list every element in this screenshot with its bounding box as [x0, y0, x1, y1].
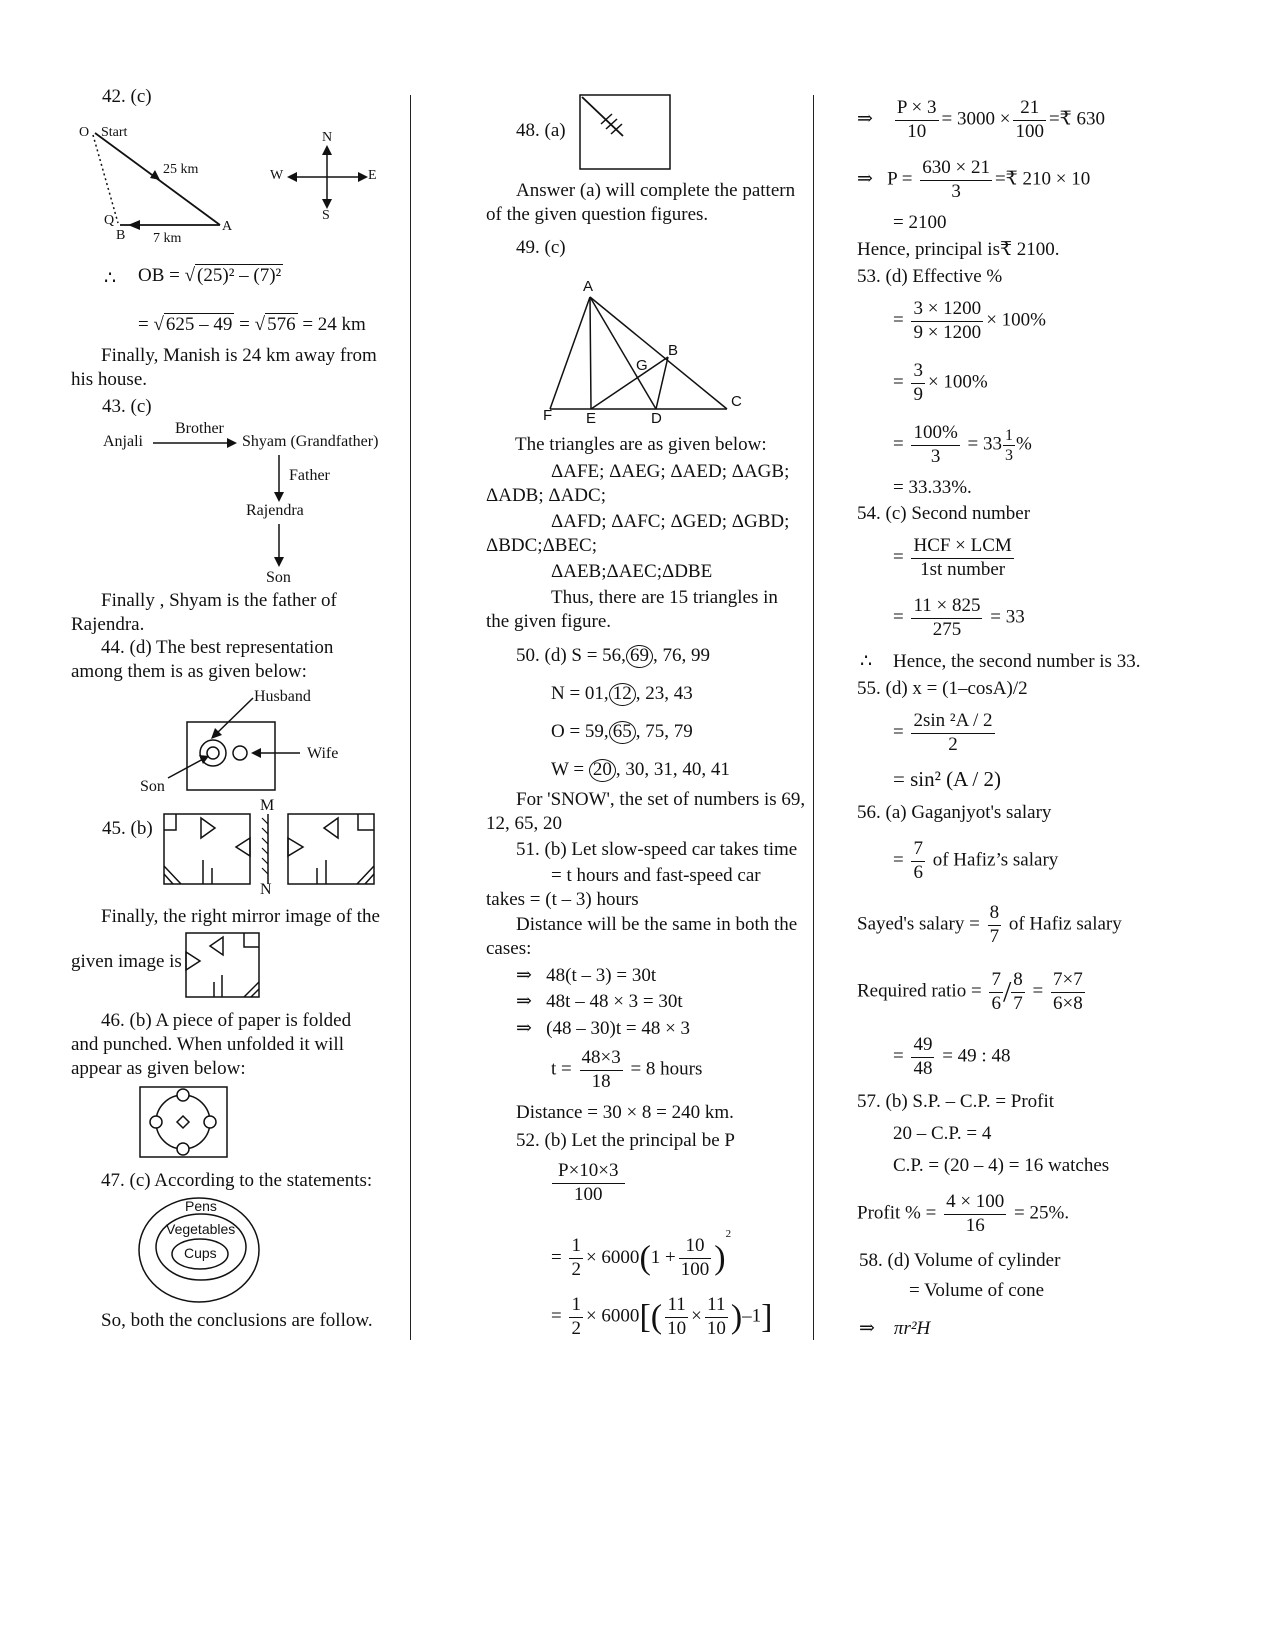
q48-label: 48. (a) — [516, 120, 566, 141]
q43-rajendra: Rajendra — [246, 502, 304, 519]
q52-interest-fraction — [552, 1160, 625, 1207]
q54-d2: 275 — [932, 618, 962, 640]
q47-vegetables: Vegetables — [166, 1221, 236, 1237]
c3-l1-den2: 100 — [1015, 120, 1044, 142]
q49-point-a: A — [583, 278, 594, 295]
q53-mixed: = 33 — [967, 433, 1003, 455]
implies-icon: ⇒ — [857, 108, 873, 130]
q53-eq: = — [893, 309, 904, 331]
q44-line2: among them is as given below: — [71, 661, 307, 682]
q52-half-num-b: 1 — [569, 1294, 583, 1318]
q54-eq: = — [893, 546, 904, 568]
q52-num1: P×10×3 — [552, 1160, 625, 1184]
q49-point-g: G — [636, 357, 648, 374]
q49-point-c: C — [731, 393, 742, 410]
radical-sign-icon: √ — [184, 265, 196, 286]
q53-frac2 — [911, 360, 925, 407]
q42-label: 42. (c) — [102, 86, 152, 107]
q42-ob-equation — [138, 265, 283, 287]
q56-rd1: 6 — [991, 992, 1001, 1014]
q56-of1: of Hafiz’s salary — [932, 849, 1059, 871]
implies-icon: ⇒ — [859, 1318, 875, 1339]
q51-t-lhs: t = — [551, 1058, 572, 1080]
q52-minus1: –1 — [742, 1305, 762, 1327]
q52-line1: 52. (b) Let the principal be P — [516, 1130, 735, 1151]
left-bracket-icon: [ — [639, 1298, 651, 1336]
q56-rfrac3 — [1051, 969, 1085, 1016]
q56-req: Required ratio = — [857, 980, 982, 1002]
c3-l1-frac2 — [1013, 97, 1046, 144]
q52-fraction-row — [552, 1160, 625, 1207]
q56-rfrac2 — [1011, 969, 1025, 1016]
q56-sayed: Sayed's salary = — [857, 913, 980, 935]
q42-result: = 24 km — [302, 314, 366, 335]
q58-line2: = Volume of cone — [909, 1280, 1045, 1301]
q51-eq1: 48(t – 3) = 30t — [546, 965, 657, 986]
q43-shyam: Shyam (Grandfather) — [242, 433, 379, 450]
q54-label: 54. (c) Second number — [857, 503, 1031, 524]
q56-fres: = 49 : 48 — [942, 1045, 1011, 1067]
q56-eq: = — [893, 849, 904, 871]
q42-final-line1: Finally, Manish is 24 km away from — [101, 345, 377, 366]
q53-step1 — [893, 298, 1046, 345]
q51-distance: Distance = 30 × 8 = 240 km. — [516, 1102, 734, 1123]
q51-eq1-row — [516, 965, 656, 987]
q49-point-e: E — [586, 410, 597, 427]
q42-point-b: B — [116, 228, 126, 243]
c3-l1-mid: = 3000 × — [941, 108, 1011, 130]
q52-times6000: × 6000 — [585, 1247, 640, 1268]
q52-half-den: 2 — [571, 1259, 581, 1281]
q58-label: 58. (d) Volume of cylinder — [859, 1250, 1061, 1271]
q44-wife: Wife — [307, 745, 339, 762]
c3-l1-frac1 — [895, 97, 939, 144]
c3-l2-den: 3 — [951, 180, 961, 202]
q52-eq: = — [551, 1247, 562, 1268]
q43-anjali: Anjali — [103, 433, 143, 450]
q57-label: 57. (b) S.P. – C.P. = Profit — [857, 1091, 1055, 1112]
right-bracket-icon: ] — [761, 1298, 773, 1336]
q52-eleven-b: 11 — [705, 1294, 728, 1318]
q57-frac — [944, 1191, 1006, 1238]
q46-line2: and punched. When unfolded it will — [71, 1034, 344, 1055]
q51-eq3: (48 – 30)t = 48 × 3 — [546, 1018, 691, 1039]
q54-frac2 — [911, 595, 982, 642]
implies-icon: ⇒ — [857, 168, 873, 190]
q54-eq-b: = — [893, 606, 904, 628]
q52-ci-row — [551, 1228, 731, 1282]
q56-n1: 7 — [911, 838, 925, 862]
q42-point-q: Q — [104, 213, 115, 228]
c3-line1 — [857, 97, 1105, 144]
q50-line1: For 'SNOW', the set of numbers is 69, — [516, 789, 806, 810]
q56-sayed-row — [857, 902, 1122, 949]
q52-rate-den: 100 — [680, 1259, 710, 1281]
q51-t-rhs: = 8 hours — [630, 1058, 703, 1080]
left-paren-icon: ( — [650, 1298, 663, 1336]
q53-n1: 3 × 1200 — [911, 298, 983, 322]
q54-d1: 1st number — [920, 558, 1006, 580]
radical-sign-icon: √ — [153, 314, 164, 335]
q51-t-row — [551, 1047, 702, 1094]
q52-ten-a: 10 — [667, 1317, 687, 1339]
q49-line6: ΔAEB;ΔAEC;ΔDBE — [551, 561, 713, 582]
circled-number: 69 — [626, 645, 653, 668]
q45-final-line2: given image is — [71, 951, 182, 972]
q43-label: 43. (c) — [102, 396, 152, 417]
q51-eq2-row — [516, 991, 683, 1013]
q50-o-post: , 75, 79 — [635, 721, 693, 742]
q50-s-post: , 76, 99 — [652, 645, 710, 666]
q44-husband: Husband — [254, 688, 311, 705]
q57-line3: C.P. = (20 – 4) = 16 watches — [893, 1155, 1110, 1176]
c3-l2-lhs: P = — [887, 168, 913, 190]
q52-eleven-tenth-b — [705, 1294, 728, 1341]
q44-son: Son — [140, 778, 165, 795]
q51-line1: 51. (b) Let slow-speed car takes time — [516, 839, 798, 860]
column-divider-left — [410, 95, 411, 1340]
circled-number: 65 — [609, 721, 636, 744]
q55-d1: 2 — [948, 733, 958, 755]
q56-eq3: = — [893, 1045, 904, 1067]
q49-line3: ΔADB; ΔADC; — [486, 485, 606, 506]
q51-eq3-row — [516, 1018, 690, 1040]
q52-eleven-tenth-a — [665, 1294, 688, 1341]
q57-pres: = 25%. — [1014, 1202, 1070, 1224]
q54-therefore: ∴ — [860, 651, 873, 672]
q50-o-row — [551, 721, 693, 744]
q56-rd2: 7 — [1013, 992, 1023, 1014]
q56-slash: / — [1002, 975, 1012, 1009]
q50-w-post: , 30, 31, 40, 41 — [615, 759, 730, 780]
q56-n2: 8 — [988, 902, 1002, 926]
q57-profit-row — [857, 1191, 1069, 1238]
q46-line1: 46. (b) A piece of paper is folded — [101, 1010, 352, 1031]
q56-fn: 49 — [911, 1034, 934, 1058]
q43-final-line1: Finally , Shyam is the father of — [101, 590, 337, 611]
q57-line2: 20 – C.P. = 4 — [893, 1123, 992, 1144]
q51-t-den: 18 — [591, 1070, 611, 1092]
q50-w-row — [551, 759, 730, 782]
q50-s-pre: 50. (d) S = 56, — [516, 645, 626, 666]
q42-start-label: Start — [101, 125, 128, 140]
circled-number: 20 — [589, 759, 616, 782]
q49-line4: ΔAFD; ΔAFC; ΔGED; ΔGBD; — [551, 511, 790, 532]
q47-pens: Pens — [185, 1198, 217, 1214]
compass-n: N — [322, 130, 333, 145]
q54-n2: 11 × 825 — [911, 595, 982, 619]
q42-point-o: O — [79, 125, 90, 140]
q56-frac2 — [988, 902, 1002, 949]
c3-line3: = 2100 — [893, 212, 947, 233]
c3-l1-den: 10 — [907, 120, 927, 142]
q51-line5: cases: — [486, 938, 532, 959]
q42-ob-radicand: (25)² – (7)² — [197, 265, 282, 286]
q52-eq-b: = — [551, 1305, 562, 1327]
q46-line3: appear as given below: — [71, 1058, 246, 1079]
q50-n-row — [551, 683, 693, 706]
q56-rn3: 7×7 — [1051, 969, 1085, 993]
compass-e: E — [368, 168, 377, 183]
implies-icon: ⇒ — [516, 991, 532, 1012]
q53-d1: 9 × 1200 — [913, 321, 982, 343]
q50-line2: 12, 65, 20 — [486, 813, 562, 834]
q56-rn2: 8 — [1011, 969, 1025, 993]
q53-eq-b: = — [893, 371, 904, 393]
q52-ten-b: 10 — [706, 1317, 726, 1339]
right-paren-icon: ) — [730, 1298, 743, 1336]
q50-n-pre: N = 01, — [551, 683, 609, 704]
q42-25km-label: 25 km — [163, 162, 199, 177]
q58-expr: πr²H — [893, 1318, 931, 1339]
q43-father: Father — [289, 467, 330, 484]
q49-line7: Thus, there are 15 triangles in — [551, 587, 778, 608]
q53-step3 — [893, 422, 1032, 469]
q54-final: Hence, the second number is 33. — [893, 651, 1141, 672]
q52-rate — [679, 1235, 712, 1282]
q53-d2: 9 — [913, 383, 923, 405]
q45-mirror-n: N — [260, 881, 272, 898]
q49-line2: ΔAFE; ΔAEG; ΔAED; ΔAGB; — [551, 461, 790, 482]
q44-line1: 44. (d) The best representation — [101, 637, 334, 658]
q53-mixed-frac — [1003, 426, 1015, 465]
q56-step1 — [893, 838, 1058, 885]
q42-ob-lhs: OB = — [138, 265, 180, 286]
c3-line4: Hence, principal is₹ 2100. — [857, 239, 1060, 260]
implies-icon: ⇒ — [516, 1018, 532, 1039]
q53-pct-b: × 100% — [927, 371, 988, 393]
q50-w-pre: W = — [551, 759, 585, 780]
q51-line3: takes = (t – 3) hours — [486, 889, 639, 910]
q56-fd: 48 — [913, 1057, 933, 1079]
q52-one-plus: 1 + — [650, 1247, 676, 1268]
q56-d1: 6 — [913, 861, 923, 883]
q49-line1: The triangles are as given below: — [515, 434, 767, 455]
q49-point-b: B — [668, 342, 679, 359]
compass-s: S — [322, 208, 330, 223]
c3-l2-res: =₹ 210 × 10 — [994, 168, 1091, 190]
q52-times-sym: × — [691, 1305, 702, 1327]
q56-d2: 7 — [989, 925, 1000, 947]
q54-res: = 33 — [990, 606, 1025, 628]
q49-line8: the given figure. — [486, 611, 612, 632]
q53-frac1 — [911, 298, 983, 345]
q49-triangle-figure — [0, 0, 1, 1]
q51-line4: Distance will be the same in both the — [516, 914, 798, 935]
q42-eq2: = — [239, 314, 250, 335]
q48-line1: Answer (a) will complete the pattern — [516, 180, 796, 201]
q56-rd3: 6×8 — [1053, 992, 1083, 1014]
q56-frac1 — [911, 838, 925, 885]
q53-final: = 33.33%. — [893, 477, 972, 498]
q42-point-a: A — [222, 219, 233, 234]
q42-radicand-2: 576 — [267, 314, 296, 335]
q54-n1: HCF × LCM — [911, 535, 1013, 559]
q55-n1: 2sin ²A / 2 — [911, 710, 994, 734]
q42-eq: = — [138, 314, 149, 335]
c3-l1-res: =₹ 630 — [1048, 108, 1105, 130]
q53-pct: × 100% — [986, 309, 1046, 331]
q55-eq: = — [893, 721, 904, 743]
q57-pd: 16 — [965, 1214, 985, 1236]
q47-final: So, both the conclusions are follow. — [101, 1310, 373, 1331]
q54-step1 — [893, 535, 1017, 582]
q51-t-num: 48×3 — [580, 1047, 623, 1071]
q52-times6000-b: × 6000 — [585, 1305, 640, 1327]
q53-d3: 3 — [930, 445, 941, 467]
q53-n2: 3 — [911, 360, 925, 384]
compass-w: W — [270, 168, 284, 183]
q47-cups: Cups — [184, 1245, 217, 1261]
c3-l1-num2: 21 — [1013, 97, 1046, 121]
q49-line5: ΔBDC;ΔBEC; — [486, 535, 598, 556]
column-divider-right — [813, 95, 814, 1340]
q50-o-pre: O = 59, — [551, 721, 609, 742]
right-paren-icon: ) — [714, 1239, 726, 1277]
q53-n3: 100% — [911, 422, 959, 446]
q52-half — [569, 1235, 583, 1282]
q53-step2 — [893, 360, 988, 407]
left-paren-icon: ( — [639, 1239, 651, 1277]
q56-ffrac — [911, 1034, 934, 1081]
q56-label: 56. (a) Gaganjyot's salary — [857, 802, 1052, 823]
q45-label: 45. (b) — [102, 818, 153, 839]
c3-l2-frac — [920, 157, 992, 204]
q53-md: 3 — [1005, 446, 1014, 464]
q43-brother: Brother — [175, 420, 224, 437]
q45-final-line1: Finally, the right mirror image of the — [101, 906, 380, 927]
q43-son: Son — [266, 569, 291, 586]
q51-t-fraction — [580, 1047, 623, 1094]
q52-half-den-b: 2 — [571, 1317, 581, 1339]
q52-expand-row — [551, 1294, 772, 1341]
q52-den1: 100 — [574, 1183, 603, 1205]
q43-final-line2: Rajendra. — [71, 614, 145, 635]
q53-mn: 1 — [1003, 426, 1015, 446]
q50-s-row — [516, 645, 710, 668]
q56-ratio-row — [857, 969, 1088, 1016]
q58-expr-row — [859, 1318, 930, 1340]
q56-rfrac1 — [989, 969, 1003, 1016]
q56-of2: of Hafiz salary — [1008, 913, 1122, 935]
radical-sign-icon: √ — [254, 314, 266, 335]
q42-therefore: ∴ — [104, 268, 117, 289]
q54-frac1 — [911, 535, 1013, 582]
q54-step2 — [893, 595, 1025, 642]
q50-n-post: , 23, 43 — [635, 683, 693, 704]
q53-pctsign: % — [1016, 433, 1032, 455]
q55-step1 — [893, 710, 998, 757]
c3-l2-num: 630 × 21 — [920, 157, 992, 181]
q48-line2: of the given question figures. — [486, 204, 709, 225]
c3-l1-num: P × 3 — [895, 97, 939, 121]
q47-line1: 47. (c) According to the statements: — [101, 1170, 373, 1191]
q55-label: 55. (d) x = (1–cosA)/2 — [857, 678, 1028, 699]
q42-final-line2: his house. — [71, 369, 147, 390]
q57-profit: Profit % = — [857, 1202, 937, 1224]
q53-label: 53. (d) Effective % — [857, 266, 1003, 287]
q52-square: 2 — [725, 1228, 732, 1240]
circled-number: 12 — [609, 683, 636, 706]
q52-half-b — [569, 1294, 583, 1341]
q55-frac1 — [911, 710, 994, 757]
q52-eleven-a: 11 — [665, 1294, 688, 1318]
q55-result: = sin² (A / 2) — [893, 767, 1001, 791]
implies-icon: ⇒ — [516, 965, 532, 986]
q53-eq-c: = — [893, 433, 904, 455]
q56-eq2: = — [1032, 980, 1044, 1002]
q56-final-row — [893, 1034, 1010, 1081]
q51-eq2: 48t – 48 × 3 = 30t — [546, 991, 683, 1012]
q49-label: 49. (c) — [516, 237, 566, 258]
q42-7km-label: 7 km — [153, 231, 182, 246]
q49-point-d: D — [651, 410, 662, 427]
q57-pn: 4 × 100 — [944, 1191, 1006, 1215]
q42-sqrt-steps — [138, 314, 366, 336]
q45-mirror-m: M — [260, 797, 275, 814]
q52-rate-num: 10 — [679, 1235, 712, 1259]
q42-radicand-1: 625 – 49 — [165, 314, 233, 335]
c3-line2 — [857, 157, 1090, 204]
q51-line2: = t hours and fast-speed car — [551, 865, 761, 886]
q56-rn1: 7 — [989, 969, 1003, 993]
q49-point-f: F — [543, 407, 553, 424]
q53-frac3 — [911, 422, 959, 469]
q52-half-num: 1 — [569, 1235, 583, 1259]
